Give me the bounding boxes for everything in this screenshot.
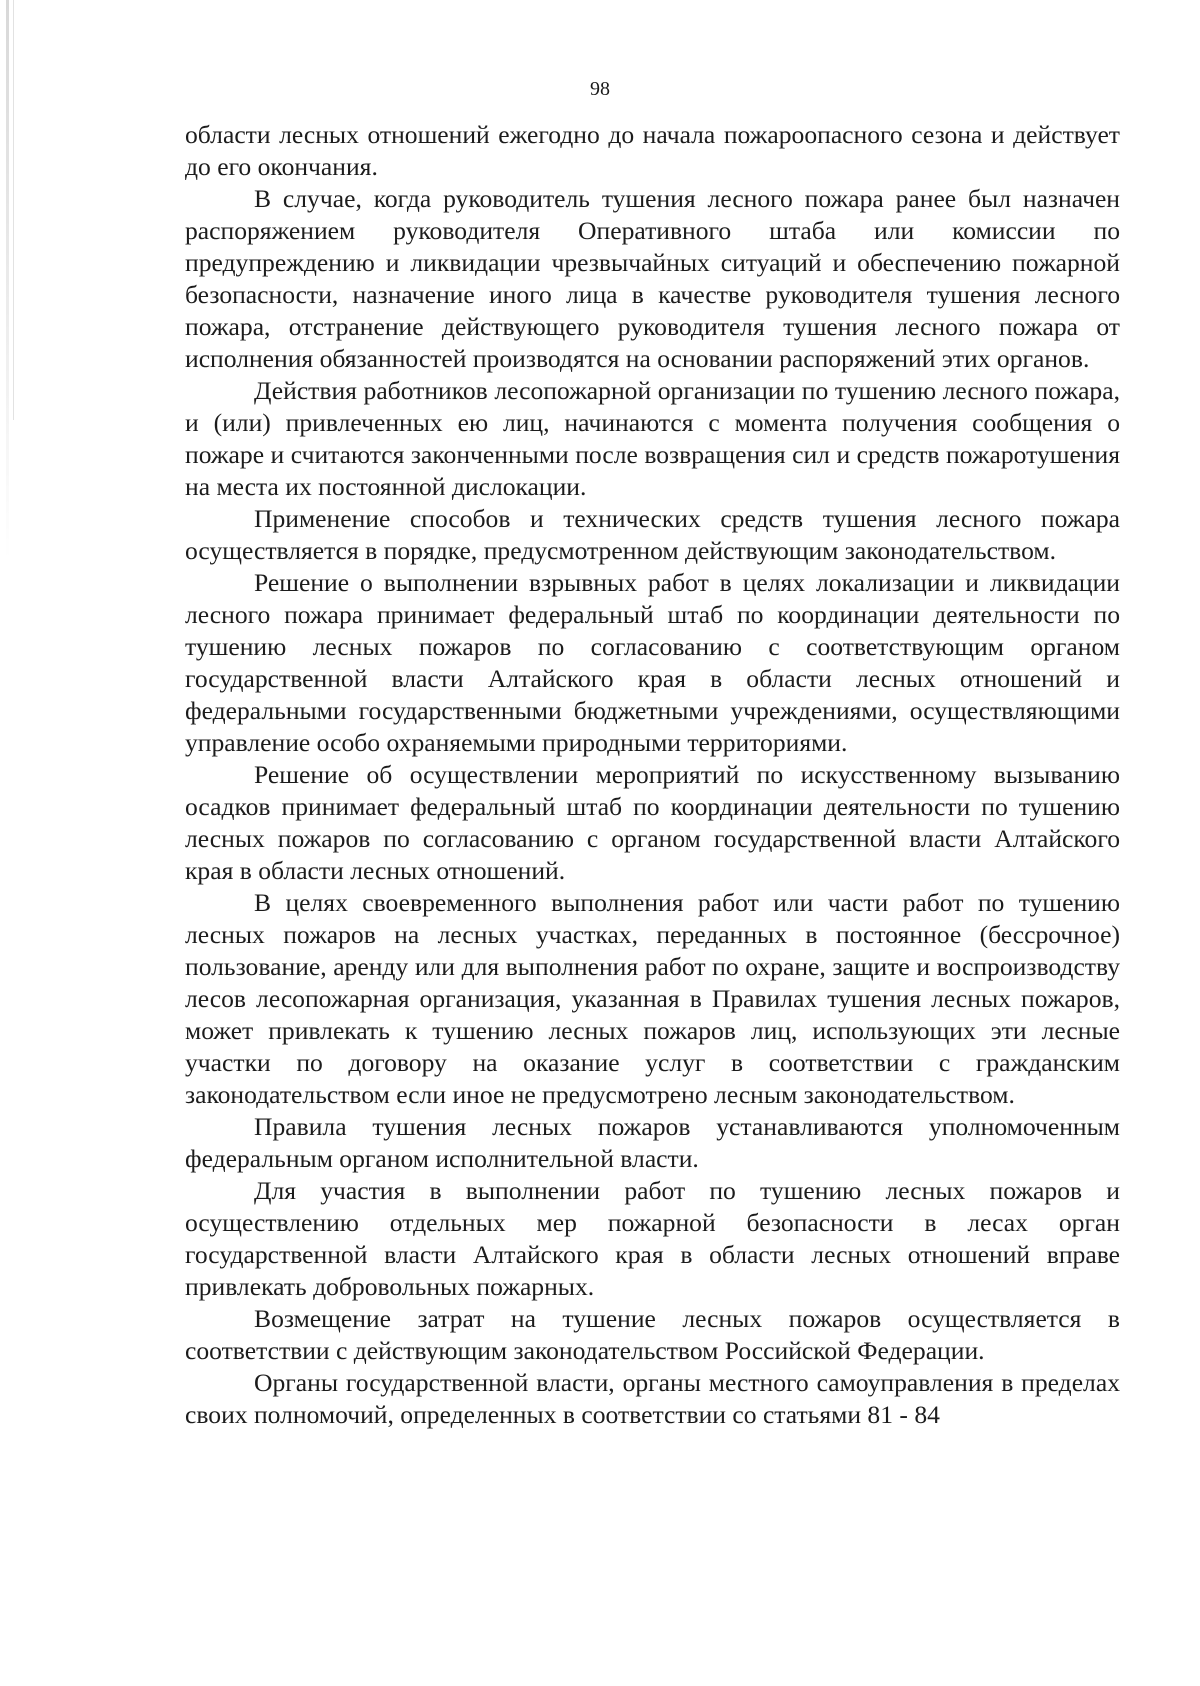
- page-number: 98: [590, 78, 610, 100]
- paragraph-9: Для участия в выполнении работ по тушению лесных пожаров и осуществлению отдельных мер пожарной безопасности в лесах орган государственной власти Алтайского края в области лесных отношений вправе привлекать добровольных пожарных.: [185, 1176, 1120, 1301]
- paragraph-1: области лесных отношений ежегодно до начала пожароопасного сезона и действует до его окончания.: [185, 120, 1120, 181]
- paragraph-2: В случае, когда руководитель тушения лесного пожара ранее был назначен распоряжением руководителя Оперативного штаба или комиссии по предупреждению и ликвидации чрезвычайных ситуаций и обеспечению пожарной безопасности, назначение иного лица в качестве руководителя тушения лесного пожара, отстранение действующего руководителя тушения лесного пожара от исполнения обязанностей производятся на основании распоряжений этих органов.: [185, 184, 1120, 373]
- paragraph-4: Применение способов и технических средств тушения лесного пожара осуществляется в порядке, предусмотренном действующим законодательством.: [185, 504, 1120, 565]
- paragraph-8: Правила тушения лесных пожаров устанавливаются уполномоченным федеральным органом исполнительной власти.: [185, 1112, 1120, 1173]
- scan-shadow-line: [13, 0, 14, 420]
- paragraph-3: Действия работников лесопожарной организации по тушению лесного пожара, и (или) привлеченных ею лиц, начинаются с момента получения сообщения о пожаре и считаются законченными после возвращения сил и средств пожаротушения на места их постоянной дислокации.: [185, 376, 1120, 501]
- paragraph-11: Органы государственной власти, органы местного самоуправления в пределах своих полномочий, определенных в соответствии со статьями 81 - 84: [185, 1368, 1120, 1429]
- paragraph-10: Возмещение затрат на тушение лесных пожаров осуществляется в соответствии с действующим законодательством Российской Федерации.: [185, 1304, 1120, 1365]
- paragraph-7: В целях своевременного выполнения работ или части работ по тушению лесных пожаров на лесных участках, переданных в постоянное (бессрочное) пользование, аренду или для выполнения работ по охране, защите и воспроизводству лесов лесопожарная организация, указанная в Правилах тушения лесных пожаров, может привлекать к тушению лесных пожаров лиц, использующих эти лесные участки по договору на оказание услуг в соответствии с гражданским законодательством если иное не предусмотрено лесным законодательством.: [185, 888, 1120, 1109]
- paragraph-6: Решение об осуществлении мероприятий по искусственному вызыванию осадков принимает федеральный штаб по координации деятельности по тушению лесных пожаров по согласованию с органом государственной власти Алтайского края в области лесных отношений.: [185, 760, 1120, 885]
- document-body: [185, 119, 1120, 1431]
- paragraph-5: Решение о выполнении взрывных работ в целях локализации и ликвидации лесного пожара принимает федеральный штаб по координации деятельности по тушению лесных пожаров по согласованию с соответствующим органом государственной власти Алтайского края в области лесных отношений и федеральными государственными бюджетными учреждениями, осуществляющими управление особо охраняемыми природными территориями.: [185, 568, 1120, 757]
